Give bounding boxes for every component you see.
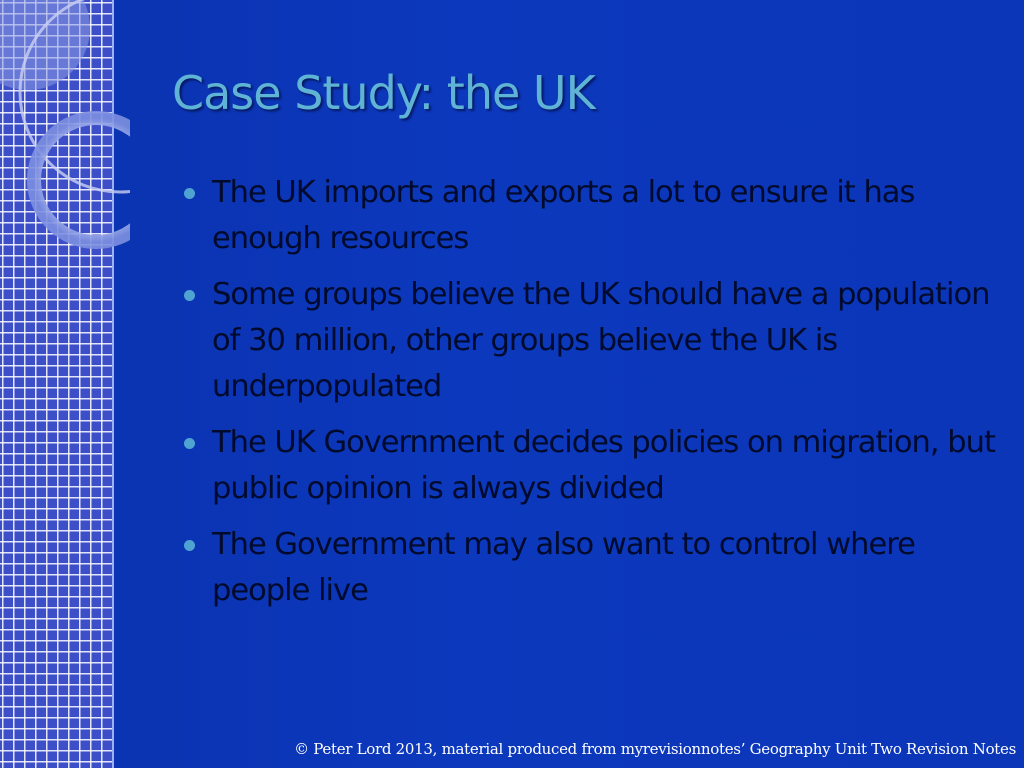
bullet-dot-icon — [184, 290, 195, 301]
bullet-item — [184, 170, 1004, 262]
bullet-list — [184, 170, 1004, 624]
bullet-dot-icon — [184, 438, 195, 449]
bullet-text: Some groups believe the UK should have a population of 30 million, other groups believe the UK is underpopulated — [212, 277, 990, 404]
top-circle — [0, 0, 90, 90]
bullet-dot-icon — [184, 188, 195, 199]
bullet-dot-icon — [184, 540, 195, 551]
bullet-item — [184, 272, 1004, 410]
bullet-text: The UK imports and exports a lot to ensure it has enough resources — [212, 175, 915, 256]
bullet-text: The UK Government decides policies on migration, but public opinion is always divided — [212, 425, 995, 506]
copyright-footer: © Peter Lord 2013, material produced from myrevisionnotes’ Geography Unit Two Revision Notes — [294, 740, 1016, 758]
slide-title: Case Study: the UK — [172, 66, 595, 120]
thick-ring — [34, 118, 130, 242]
bullet-text: The Government may also want to control where people live — [212, 527, 915, 608]
bullet-item — [184, 420, 1004, 512]
decorative-circles — [0, 0, 130, 260]
bullet-item — [184, 522, 1004, 614]
